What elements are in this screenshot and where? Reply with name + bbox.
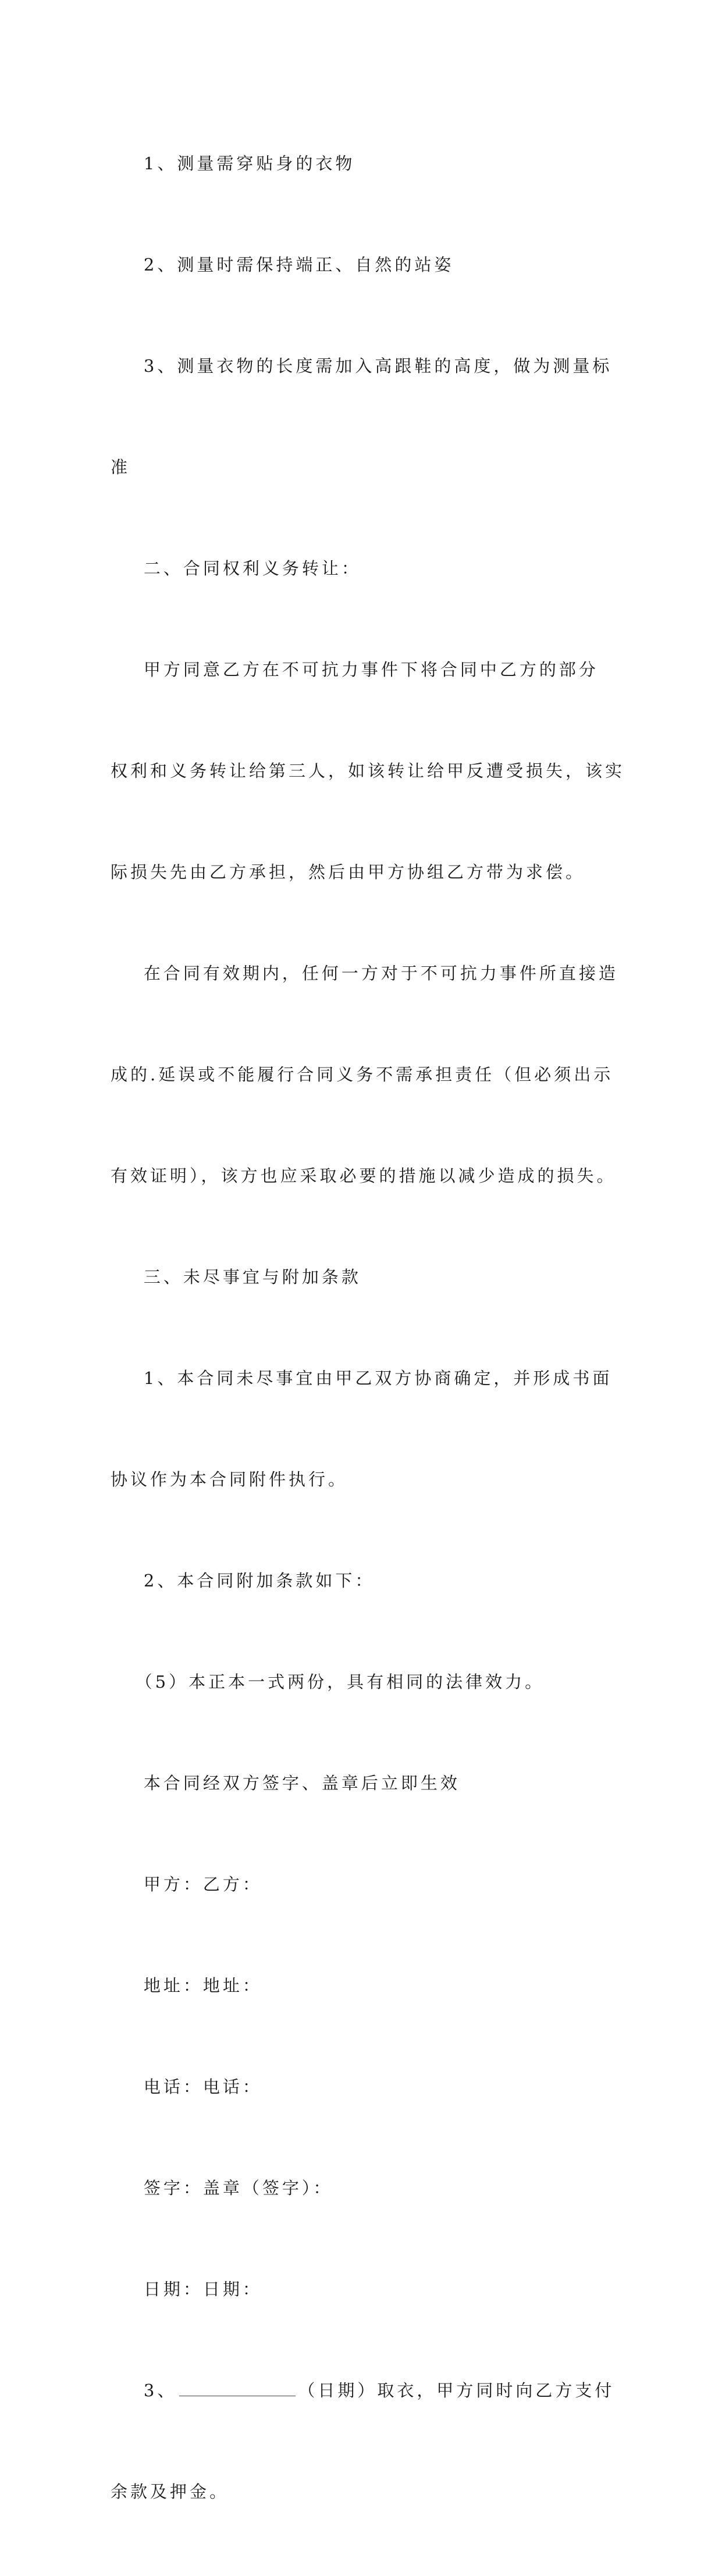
section-2-para-1-line-2: 权利和义务转让给第三人，如该转让给甲反遭受损失，该实 [111, 761, 625, 781]
measure-item-3-cont: 准 [111, 457, 131, 477]
final-clause-prefix: 3、 [111, 2381, 177, 2400]
section-3-heading: 三、未尽事宜与附加条款 [111, 1267, 361, 1287]
final-clause-line-2: 余款及押金。 [111, 2482, 230, 2502]
section-2-para-2-line-3: 有效证明），该方也应采取必要的措施以减少造成的损失。 [111, 1166, 617, 1186]
section-2-para-1-line-3: 际损失先由乙方承担，然后由甲方协组乙方带为求偿。 [111, 862, 586, 882]
section-3-item-1-line-1: 1、本合同未尽事宜由甲乙双方协商确定，并形成书面 [111, 1368, 613, 1388]
address-row: 地址：地址： [111, 1976, 262, 1995]
phone-row: 电话：电话： [111, 2077, 262, 2097]
party-row: 甲方：乙方： [111, 1874, 262, 1894]
section-2-para-1-line-1: 甲方同意乙方在不可抗力事件下将合同中乙方的部分 [111, 660, 599, 679]
measure-item-1: 1、测量需穿贴身的衣物 [111, 154, 355, 173]
section-3-item-1-line-2: 协议作为本合同附件执行。 [111, 1470, 348, 1489]
clause-5: （5）本正本一式两份，具有相同的法律效力。 [111, 1672, 545, 1692]
measure-item-2: 2、测量时需保持端正、自然的站姿 [111, 255, 454, 275]
final-clause-suffix: （日期）取衣，甲方同时向乙方支付 [298, 2381, 615, 2400]
date-row: 日期：日期： [111, 2279, 262, 2299]
document-body [111, 79, 625, 2576]
date-blank [179, 2378, 296, 2396]
measure-item-3: 3、测量衣物的长度需加入高跟鞋的高度，做为测量标 [111, 356, 613, 376]
section-2-para-2-line-1: 在合同有效期内，任何一方对于不可抗力事件所直接造 [111, 963, 618, 983]
signature-row: 签字：盖章（签字）： [111, 2178, 333, 2198]
section-3-item-2: 2、本合同附加条款如下： [111, 1571, 375, 1591]
final-clause-line-1 [111, 2374, 614, 2407]
section-2-para-2-line-2: 成的.延误或不能履行合同义务不需承担责任（但必须出示 [111, 1065, 614, 1084]
effective-clause: 本合同经双方签字、盖章后立即生效 [111, 1773, 460, 1793]
section-2-heading: 二、合同权利义务转让： [111, 558, 361, 578]
